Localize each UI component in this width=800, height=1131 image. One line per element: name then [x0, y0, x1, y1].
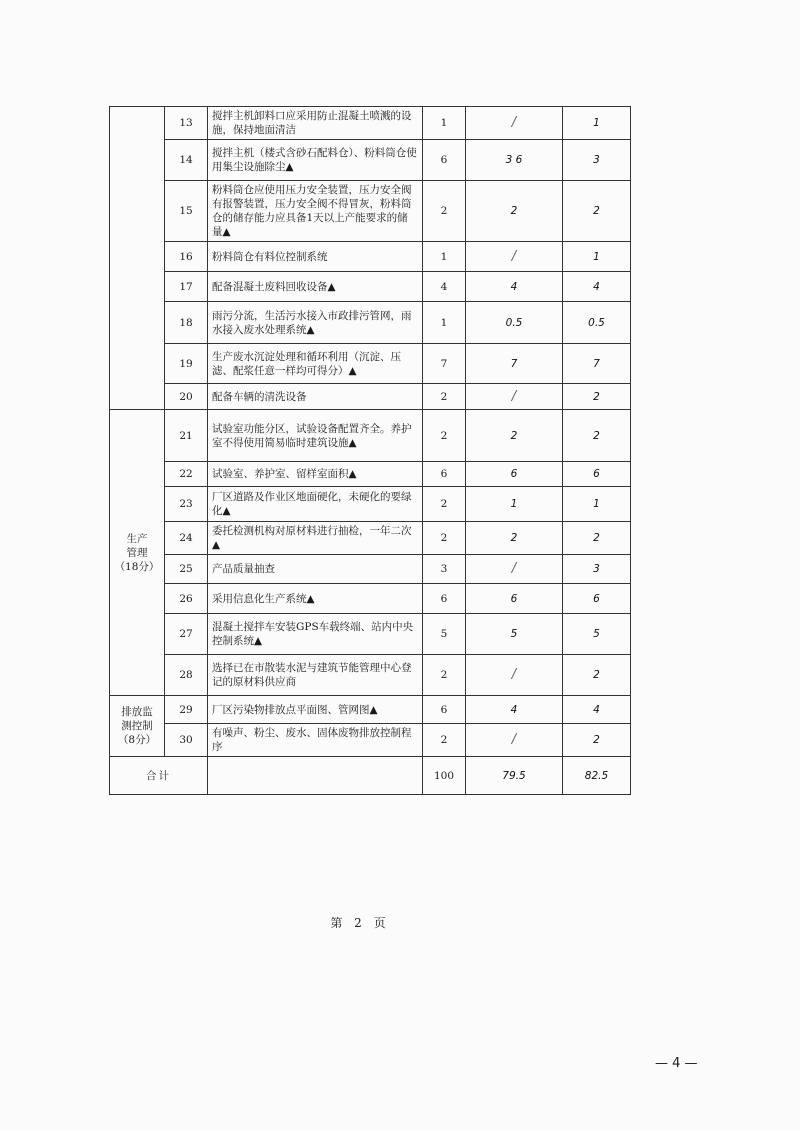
- self-score: 5: [466, 614, 563, 655]
- row-number: 19: [165, 344, 208, 384]
- full-score: 4: [423, 272, 466, 302]
- self-score: /: [466, 107, 563, 140]
- row-number: 28: [165, 655, 208, 696]
- review-score: 3: [563, 555, 631, 584]
- category-cell-emission: 排放监 测控制 （8分）: [110, 696, 165, 757]
- self-score: 6: [466, 462, 563, 487]
- item-text: 试验室、养护室、留样室面积▲: [208, 462, 423, 487]
- self-score: 4: [466, 272, 563, 302]
- full-score: 2: [423, 487, 466, 522]
- table-row: [110, 462, 631, 487]
- full-score: 2: [423, 410, 466, 462]
- item-text: 粉料筒仓应使用压力安全装置，压力安全阀有报警装置，压力安全阀不得冒灰，粉料筒仓的储存能力应具备1天以上产能要求的储量▲: [208, 181, 423, 242]
- review-score: 2: [563, 384, 631, 410]
- total-row: [110, 757, 631, 795]
- self-score: 7: [466, 344, 563, 384]
- table-row: [110, 107, 631, 140]
- full-score: 2: [423, 655, 466, 696]
- row-number: 27: [165, 614, 208, 655]
- item-text: 产品质量抽查: [208, 555, 423, 584]
- table-row: [110, 487, 631, 522]
- item-text: 选择已在市散装水泥与建筑节能管理中心登记的原材料供应商: [208, 655, 423, 696]
- full-score: 6: [423, 696, 466, 724]
- total-item-empty: [208, 757, 423, 795]
- table-row: [110, 140, 631, 181]
- row-number: 22: [165, 462, 208, 487]
- table-row: [110, 696, 631, 724]
- full-score: 2: [423, 181, 466, 242]
- review-score: 2: [563, 522, 631, 555]
- full-score: 1: [423, 107, 466, 140]
- self-score: 3 6: [466, 140, 563, 181]
- review-score: 5: [563, 614, 631, 655]
- item-text: 委托检测机构对原材料进行抽检，一年二次▲: [208, 522, 423, 555]
- row-number: 26: [165, 584, 208, 614]
- review-score: 2: [563, 724, 631, 757]
- row-number: 18: [165, 302, 208, 344]
- review-score: 1: [563, 487, 631, 522]
- self-score: /: [466, 384, 563, 410]
- table-row: [110, 522, 631, 555]
- review-score: 6: [563, 584, 631, 614]
- table-row: [110, 555, 631, 584]
- full-score: 6: [423, 140, 466, 181]
- self-score: 4: [466, 696, 563, 724]
- item-text: 搅拌主机卸料口应采用防止混凝土喷溅的设施，保持地面清洁: [208, 107, 423, 140]
- row-number: 24: [165, 522, 208, 555]
- total-label: 合计: [110, 757, 208, 795]
- self-score: /: [466, 655, 563, 696]
- review-score: 4: [563, 272, 631, 302]
- table-row: [110, 242, 631, 272]
- self-score: /: [466, 724, 563, 757]
- table-row: [110, 410, 631, 462]
- row-number: 15: [165, 181, 208, 242]
- review-score: 0.5: [563, 302, 631, 344]
- full-score: 2: [423, 724, 466, 757]
- table-row: [110, 272, 631, 302]
- table-row: [110, 614, 631, 655]
- page-number: 第 2 页: [330, 916, 390, 930]
- review-score: 6: [563, 462, 631, 487]
- item-text: 厂区污染物排放点平面图、管网图▲: [208, 696, 423, 724]
- review-score: 4: [563, 696, 631, 724]
- row-number: 20: [165, 384, 208, 410]
- review-score: 2: [563, 181, 631, 242]
- full-score: 5: [423, 614, 466, 655]
- item-text: 有噪声、粉尘、废水、固体废物排放控制程序: [208, 724, 423, 757]
- self-score: 1: [466, 487, 563, 522]
- item-text: 搅拌主机（楼式含砂石配料仓）、粉料筒仓使用集尘设施除尘▲: [208, 140, 423, 181]
- item-text: 采用信息化生产系统▲: [208, 584, 423, 614]
- self-score: 0.5: [466, 302, 563, 344]
- table-row: [110, 344, 631, 384]
- item-text: 厂区道路及作业区地面硬化，未硬化的要绿化▲: [208, 487, 423, 522]
- table-row: [110, 584, 631, 614]
- item-text: 生产废水沉淀处理和循环利用（沉淀、压滤、配浆任意一样均可得分）▲: [208, 344, 423, 384]
- row-number: 21: [165, 410, 208, 462]
- full-score: 1: [423, 242, 466, 272]
- review-score: 2: [563, 655, 631, 696]
- full-score: 1: [423, 302, 466, 344]
- full-score: 6: [423, 584, 466, 614]
- review-score: 2: [563, 410, 631, 462]
- row-number: 16: [165, 242, 208, 272]
- row-number: 13: [165, 107, 208, 140]
- total-full-score: 100: [423, 757, 466, 795]
- self-score: 2: [466, 522, 563, 555]
- row-number: 23: [165, 487, 208, 522]
- item-text: 配备车辆的清洗设备: [208, 384, 423, 410]
- category-cell-production: 生产 管理 （18分）: [110, 410, 165, 696]
- full-score: 3: [423, 555, 466, 584]
- self-score: 6: [466, 584, 563, 614]
- review-score: 7: [563, 344, 631, 384]
- review-score: 3: [563, 140, 631, 181]
- item-text: 粉料筒仓有料位控制系统: [208, 242, 423, 272]
- row-number: 17: [165, 272, 208, 302]
- full-score: 2: [423, 384, 466, 410]
- page-mark: — 4 —: [655, 1056, 698, 1071]
- table-row: [110, 384, 631, 410]
- row-number: 14: [165, 140, 208, 181]
- row-number: 29: [165, 696, 208, 724]
- row-number: 30: [165, 724, 208, 757]
- item-text: 雨污分流，生活污水接入市政排污管网，雨水接入废水处理系统▲: [208, 302, 423, 344]
- total-review-score: 82.5: [563, 757, 631, 795]
- review-score: 1: [563, 107, 631, 140]
- item-text: 混凝土搅拌车安装GPS车载终端、站内中央控制系统▲: [208, 614, 423, 655]
- item-text: 试验室功能分区，试验设备配置齐全。养护室不得使用简易临时建筑设施▲: [208, 410, 423, 462]
- score-table: [109, 106, 631, 795]
- self-score: /: [466, 555, 563, 584]
- table-row: [110, 724, 631, 757]
- total-self-score: 79.5: [466, 757, 563, 795]
- self-score: /: [466, 242, 563, 272]
- row-number: 25: [165, 555, 208, 584]
- table-row: [110, 302, 631, 344]
- table-row: [110, 181, 631, 242]
- table-row: [110, 655, 631, 696]
- review-score: 1: [563, 242, 631, 272]
- self-score: 2: [466, 181, 563, 242]
- full-score: 2: [423, 522, 466, 555]
- self-score: 2: [466, 410, 563, 462]
- full-score: 6: [423, 462, 466, 487]
- category-cell-upper: [110, 107, 165, 410]
- item-text: 配备混凝土废料回收设备▲: [208, 272, 423, 302]
- full-score: 7: [423, 344, 466, 384]
